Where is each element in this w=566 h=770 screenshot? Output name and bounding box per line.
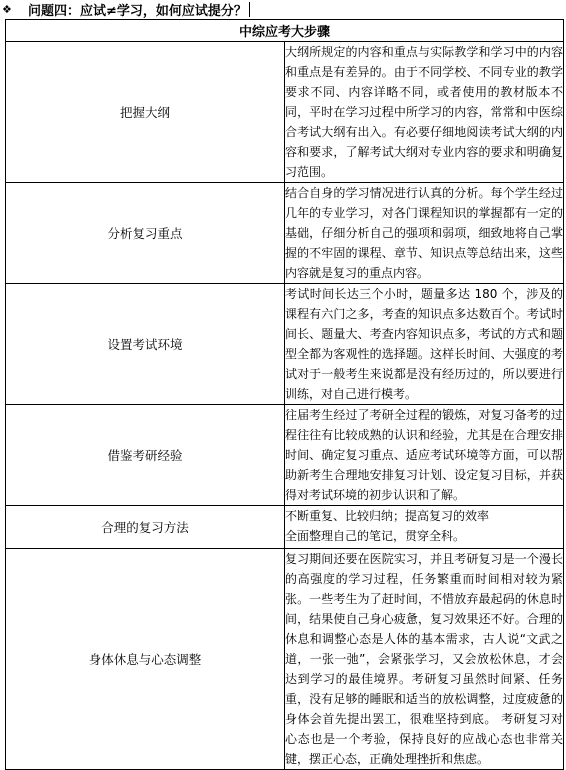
row-description: 复习期间还要在医院实习，并且考研复习是一个漫长的高强度的学习过程，任务繁重而时间相对较为紧张。一些考生为了赶时间，不惜放弃最起码的休息时间，结果使自己身心疲惫，复习效果还不好。合理的休息和调整心态是人体的基本需求，古人说“文武之道，一张一弛”，会紧张学习，又会放松休息，才会达到学习的最佳境界。考研复习虽然时间紧、任务重，没有足够的睡眠和适当的放松调整，过度疲惫的身体会首先提出罢工，很难坚持到底。 考研复习对心态也是一个考验，保持良好的应战心态也非常关键，摆正心态，正确处理挫折和焦虑。 [285,549,564,770]
row-description [285,506,564,549]
row-label: 合理的复习方法 [6,506,285,549]
row-label: 借鉴考研经验 [6,405,285,506]
method-line: 全面整理自己的笔记，贯穿全科。 [285,529,466,543]
row-description: 大纲所规定的内容和重点与实际教学和学习中的内容和重点是有差异的。由于不同学校、不同专业的教学要求不同、内容详略不同，或者使用的教材版本不同，平时在学习过程中所学习的内容，常常和中医综合考试大纲有出入。有必要仔细地阅读考试大纲的内容和要求，了解考试大纲对专业内容的要求和明确复习范围。 [285,42,564,183]
table-row [6,549,564,770]
row-description: 结合自身的学习情况进行认真的分析。每个学生经过几年的专业学习，对各门课程知识的掌握都有一定的基础，仔细分析自己的强项和弱项，细致地将自己掌握的不牢固的课程、章节、知识点等总结出来，这些内容就是复习的重点内容。 [285,183,564,284]
table-row [6,506,564,549]
row-description: 考试时间长达三个小时，题量多达 180 个，涉及的课程有六门之多，考查的知识点多达数百个。考试时间长、题量大、考查内容知识点多，考试的方式和题型全都为客观性的选择题。这样长时间、大强度的考试对于一般考生来说都是没有经历过的，所以要进行训练，对自己进行模考。 [285,284,564,405]
heading-text: 问题四：应试≠学习，如何应试提分？ [28,3,247,19]
row-description: 往届考生经过了考研全过程的锻炼，对复习备考的过程往往有比较成熟的认识和经验，尤其是在合理安排时间、确定复习重点、适应考试环境等方面，可以帮助新考生合理地安排复习计划、设定复习目标，并获得对考试环境的初步认识和了解。 [285,405,564,506]
table-row [6,284,564,405]
diamond-bullet-icon: ❖ [2,2,12,16]
row-label: 身体休息与心态调整 [6,549,285,770]
table-row [6,42,564,183]
text-cursor [249,2,250,17]
section-heading [0,0,250,18]
row-label: 设置考试环境 [6,284,285,405]
table-title: 中综应考大步骤 [6,20,564,42]
exam-steps-table [5,19,564,770]
table-row [6,405,564,506]
row-label: 分析复习重点 [6,183,285,284]
method-line: 不断重复、比较归纳；提高复习的效率 [285,509,490,523]
table-row [6,183,564,284]
row-label: 把握大纲 [6,42,285,183]
table-title-row [6,20,564,42]
